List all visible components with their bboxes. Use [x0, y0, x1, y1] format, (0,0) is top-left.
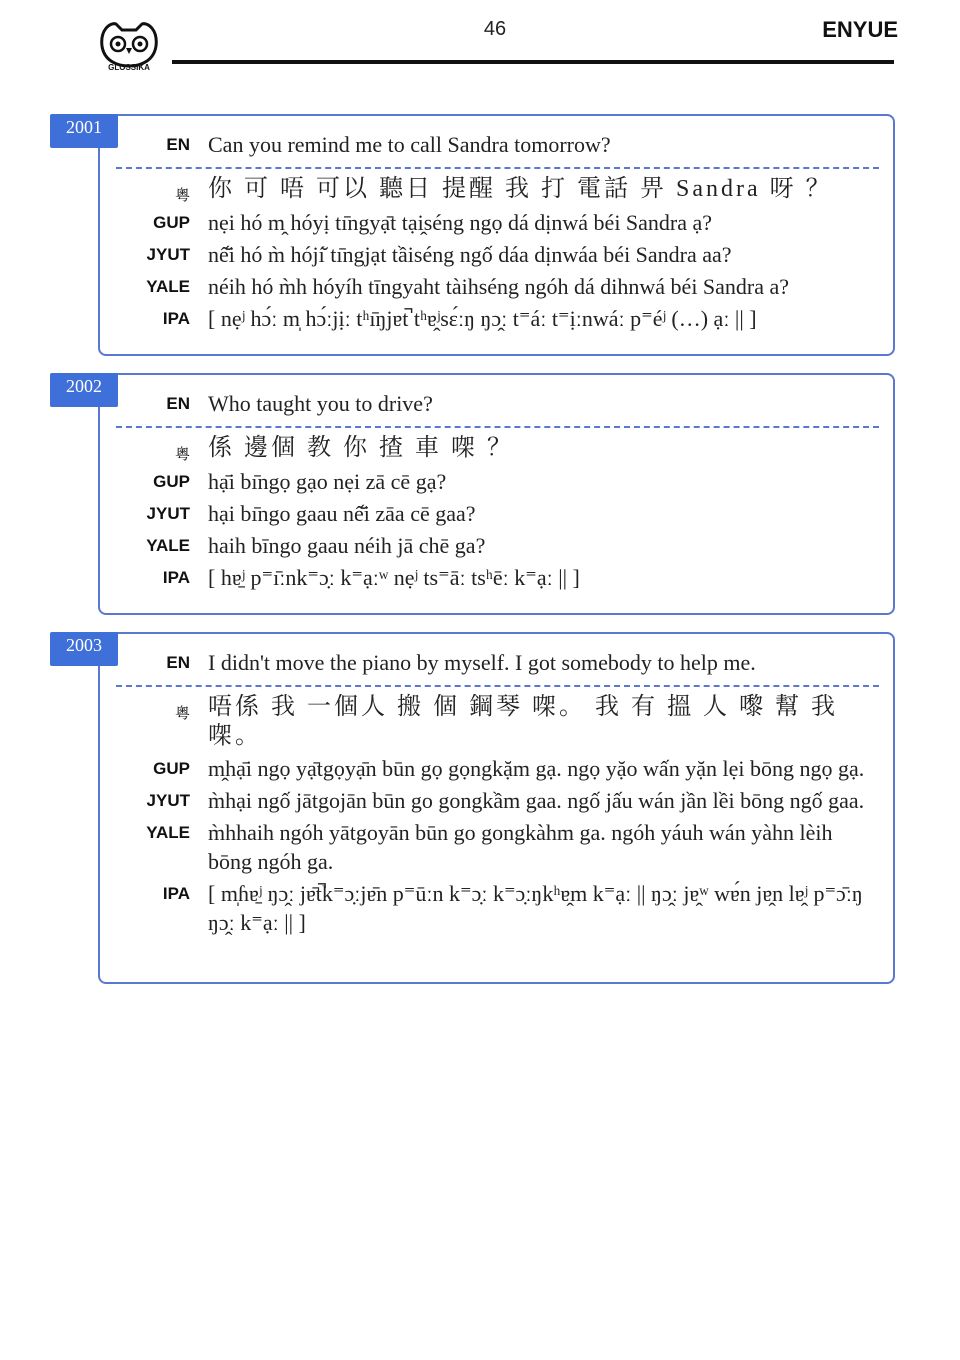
- label-jyut: JYUT: [146, 791, 190, 810]
- dashed-divider: [116, 426, 879, 428]
- sentence-number-tab: 2002: [50, 373, 118, 407]
- english-sentence: Can you remind me to call Sandra tomorrow?: [208, 132, 611, 157]
- gup-romanization: hạ̄i bı̄ngọ gạo nẹi zā cē gạ?: [208, 469, 447, 494]
- yale-romanization: m̀hhaih ngóh yātgoyān būn go gongkàhm ga. ngóh yáuh wán yàhn lèih bōng ngóh ga.: [208, 820, 833, 874]
- ipa-transcription: [ hɐ̱ʲ p⁼ı̄ːnk⁼ɔ̣ː k⁼ạːʷ nẹʲ ts⁼āː tsʰēː k⁼ạː || ]: [208, 565, 580, 590]
- dashed-divider: [116, 685, 879, 687]
- english-sentence: Who taught you to drive?: [208, 391, 433, 416]
- label-yale: YALE: [146, 277, 190, 296]
- label-cantonese: 粵: [174, 446, 190, 463]
- ipa-transcription: [ m̩ɦɐ̱ʲ ŋɔ̭ː jɐ̄t̚k⁼ɔ̣ːjɐ̄n p⁼ūːn k⁼ɔ̣ː k⁼ɔ̣ːŋkʰɐ̭m k⁼ạː || ŋɔ̭ː jɐ̭ʷ wɐ́n jɐ̭n lɐ̭ʲ p⁼ɔ̄ːŋ ŋɔ̭ː k⁼ạː || ]: [208, 881, 863, 935]
- label-gup: GUP: [153, 213, 190, 232]
- jyutping-romanization: nế̆i hó m̀ hójí̆ tı̄ngjạt tầiséng ngố dáa dịnwáa béi Sandra aa?: [208, 242, 732, 267]
- label-yale: YALE: [146, 536, 190, 555]
- label-en: EN: [166, 135, 190, 154]
- jyutping-romanization: m̀hại ngố jātgojān būn go gongkầm gaa. ngố jấu wán jần lềi bōng ngố gaa.: [208, 788, 865, 813]
- label-en: EN: [166, 653, 190, 672]
- label-cantonese: 粵: [174, 187, 190, 204]
- jyutping-romanization: hại bı̄ngo gaau nế̆i zāa cē gaa?: [208, 501, 476, 526]
- label-yale: YALE: [146, 823, 190, 842]
- cantonese-sentence: 你 可 唔 可以 聽日 提醒 我 打 電話 畀 Sandra 呀 ？: [208, 176, 833, 202]
- label-en: EN: [166, 394, 190, 413]
- label-gup: GUP: [153, 759, 190, 778]
- yale-romanization: néih hó m̀h hóyíh tīngyaht tàihséng ngóh dá dihnwá béi Sandra a?: [208, 274, 790, 299]
- cantonese-sentence: 係 邊個 教 你 揸 車 㗎 ？: [208, 435, 514, 461]
- label-ipa: IPA: [162, 309, 190, 328]
- label-ipa: IPA: [162, 884, 190, 903]
- label-jyut: JYUT: [146, 504, 190, 523]
- label-jyut: JYUT: [146, 245, 190, 264]
- sentence-card: [98, 114, 895, 356]
- book-code: ENYUE: [822, 17, 898, 42]
- svg-text:GLOSSIKA: GLOSSIKA: [108, 63, 150, 72]
- gup-romanization: nẹi hó m̭ hóyị tı̄ngyạ̄t tại̭séng ngọ dá dịnwá béi Sandra ạ?: [208, 210, 713, 235]
- label-gup: GUP: [153, 472, 190, 491]
- page-number: 46: [483, 18, 507, 40]
- english-sentence: I didn't move the piano by myself. I got somebody to help me.: [208, 650, 756, 675]
- sentence-card: [98, 373, 895, 615]
- sentence-number-tab: 2003: [50, 632, 118, 666]
- glossika-owl-logo: [96, 16, 162, 72]
- sentence-number-tab: 2001: [50, 114, 118, 148]
- gup-romanization: m̭hạ̄i ngọ yạ̄tgọyạ̄n būn gọ gọngkặm gạ. ngọ yặo wấn yặn lẹi bōng ngọ gạ.: [208, 756, 865, 781]
- sentence-card: [98, 632, 895, 984]
- label-cantonese: 粵: [174, 705, 190, 722]
- yale-romanization: haih bīngo gaau néih jā chē ga?: [208, 533, 486, 558]
- cantonese-sentence: 唔係 我 一個人 搬 個 鋼琴 㗎。 我 有 搵 人 嚟 幫 我 㗎。: [208, 694, 838, 749]
- header-rule: [172, 60, 894, 64]
- dashed-divider: [116, 167, 879, 169]
- ipa-transcription: [ nẹʲ hɔ́ː m̩ hɔ́ːjịː tʰı̄ŋjɐt̚ tʰɐ̭ʲsɛ́ːŋ ŋɔ̭ː t⁼áː t⁼ịːnwáː p⁼éʲ (…) ạː || ]: [208, 306, 757, 331]
- label-ipa: IPA: [162, 568, 190, 587]
